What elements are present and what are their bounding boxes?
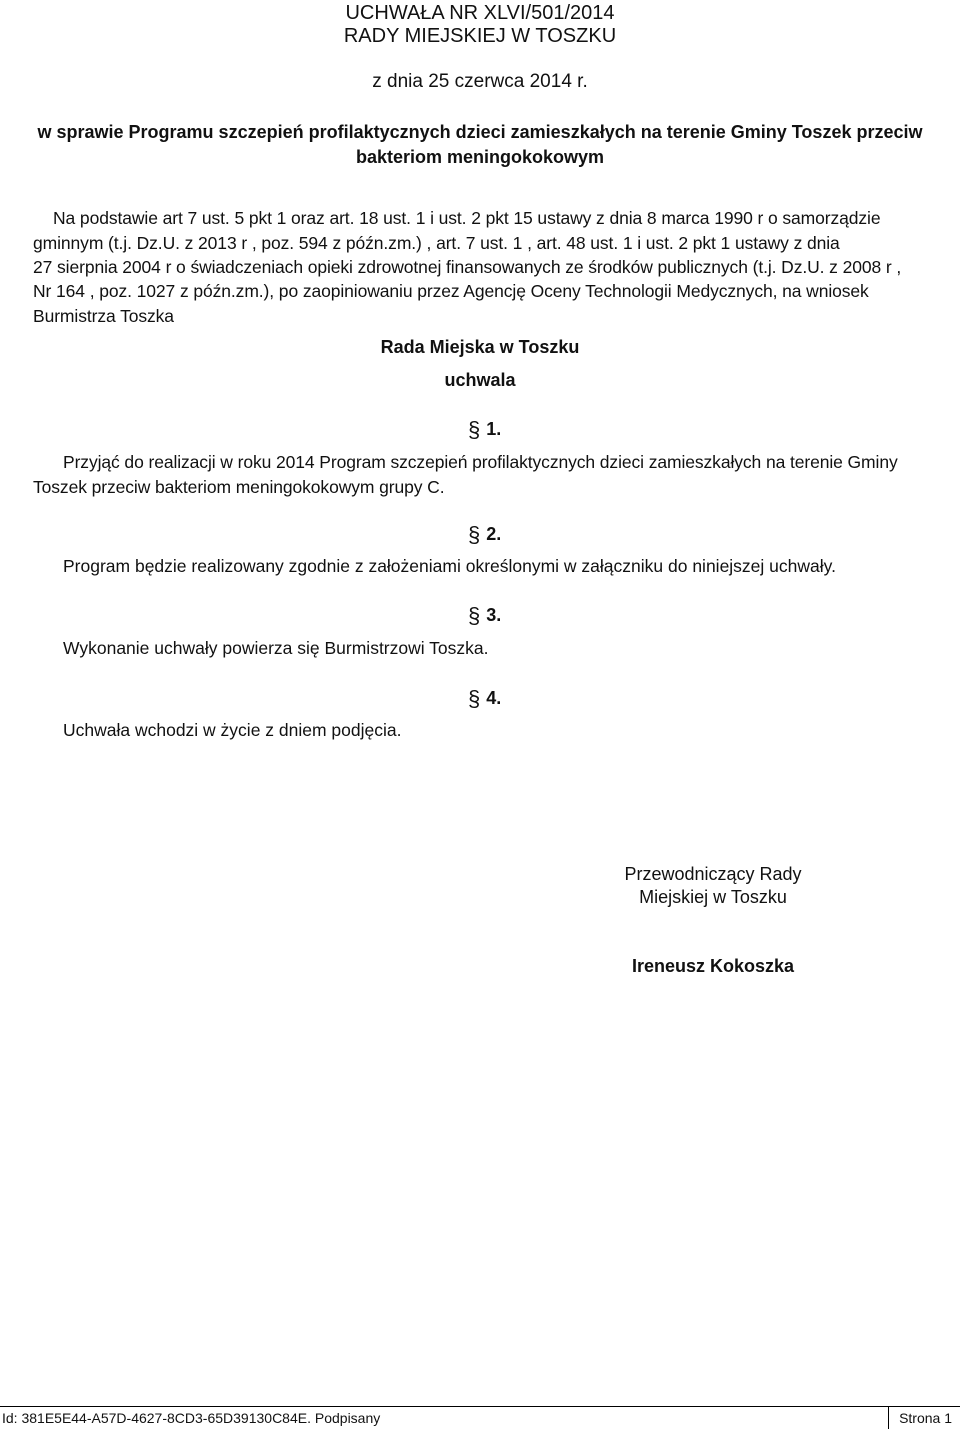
section-2-heading [468, 522, 501, 548]
section-3-text: Wykonanie uchwały powierza się Burmistrzowi Toszka. [63, 638, 489, 658]
section-4-text: Uchwała wchodzi w życie z dniem podjęcia. [63, 720, 402, 740]
signature-role-line2: Miejskiej w Toszku [639, 887, 787, 907]
preamble-line3: 27 sierpnia 2004 r o świadczeniach opieki zdrowotnej finansowanych ze środków publicznych (t.j. Dz.U. z 2008 r , [33, 257, 902, 277]
section-4-number: 4. [486, 688, 502, 708]
signature-name: Ireneusz Kokoszka [631, 956, 795, 976]
document-date: z dnia 25 czerwca 2014 r. [372, 71, 588, 92]
section-3-heading [468, 603, 501, 629]
preamble-line5: Burmistrza Toszka [33, 306, 174, 326]
page-footer [0, 1406, 960, 1429]
document-id: Id: 381E5E44-A57D-4627-8CD3-65D39130C84E. Podpisany [2, 1410, 381, 1426]
preamble-line1: Na podstawie art 7 ust. 5 pkt 1 oraz art. 18 ust. 1 i ust. 2 pkt 15 ustawy z dnia 8 marca 1990 r o samorządzie [53, 208, 881, 228]
section-sign-3: § [468, 603, 481, 628]
signature-role-line1: Przewodniczący Rady [624, 864, 802, 884]
section-sign-2: § [468, 522, 481, 547]
preamble-line2: gminnym (t.j. Dz.U. z 2013 r , poz. 594 z późn.zm.) , art. 7 ust. 1 , art. 48 ust. 1 i ust. 2 pkt 1 ustawy z dnia [33, 233, 840, 253]
preamble-line4: Nr 164 , poz. 1027 z późn.zm.), po zaopiniowaniu przez Agencję Oceny Technologii Medycznych, na wniosek [33, 281, 869, 301]
footer-divider [888, 1407, 889, 1429]
section-1-text-line1: Przyjąć do realizacji w roku 2014 Program szczepień profilaktycznych dzieci zamieszkałych na terenie Gminy [63, 452, 898, 472]
section-sign-4: § [468, 686, 481, 711]
section-2-number: 2. [486, 524, 502, 544]
document-title-line1: UCHWAŁA NR XLVI/501/2014 [345, 2, 615, 24]
council-name: Rada Miejska w Toszku [380, 337, 580, 357]
document-title-line2: RADY MIEJSKIEJ W TOSZKU [343, 25, 617, 47]
resolution-verb: uchwala [444, 370, 516, 390]
section-2-text: Program będzie realizowany zgodnie z założeniami określonymi w załączniku do niniejszej uchwały. [63, 556, 836, 576]
section-3-number: 3. [486, 605, 502, 625]
section-1-number: 1. [486, 419, 502, 439]
page-number: Strona 1 [899, 1410, 952, 1426]
section-4-heading [468, 686, 501, 712]
document-subject-line2: bakteriom meningokokowym [355, 147, 605, 167]
document-subject-line1: w sprawie Programu szczepień profilaktycznych dzieci zamieszkałych na terenie Gminy Toszek przeciw [37, 122, 923, 142]
section-1-heading [468, 417, 501, 443]
section-1-text-line2: Toszek przeciw bakteriom meningokokowym grupy C. [33, 477, 445, 497]
section-sign-1: § [468, 417, 481, 442]
